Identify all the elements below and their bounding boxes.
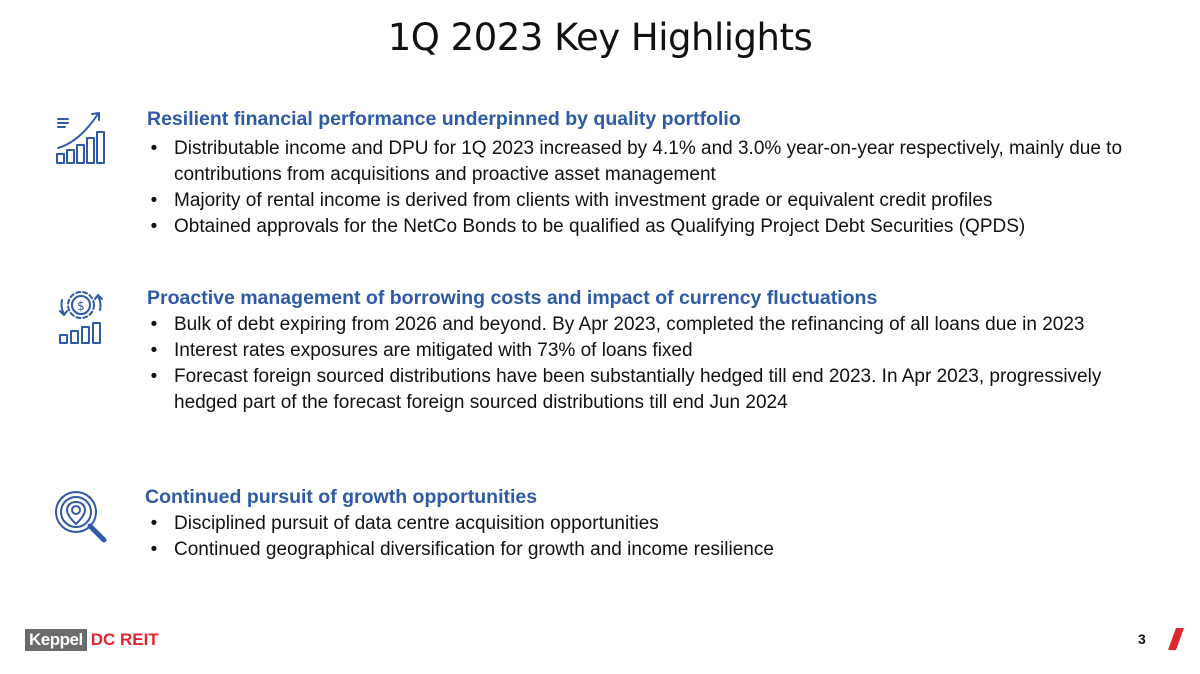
list-item: • Continued geographical diversification for growth and income resilience [150,539,774,560]
page-number: 3 [1138,631,1146,647]
list-item: • Forecast foreign sourced distributions have been substantially hedged till end 2023. In Apr 2023, progressively hedged part of the forecast foreign sourced distributions till end Jun 2024 [150,366,1102,413]
bullet-list [147,312,1147,416]
bullet-list [147,136,1147,240]
list-item: • Interest rates exposures are mitigated with 73% of loans fixed [150,340,693,361]
list-item: • Obtained approvals for the NetCo Bonds to be qualified as Qualifying Project Debt Securities (QPDS) [150,216,1026,237]
growth-chart-icon [52,108,110,166]
section-heading: Continued pursuit of growth opportunities [145,486,538,508]
brand-slash-icon [1156,628,1184,650]
list-item: • Disciplined pursuit of data centre acquisition opportunities [150,513,659,534]
svg-text:$: $ [77,299,85,313]
section-heading: Resilient financial performance underpinned by quality portfolio [147,108,741,130]
magnifier-target-icon [52,488,110,546]
money-gear-icon [52,288,110,346]
logo-dc-reit-text: DC REIT [90,630,159,649]
list-item: • Distributable income and DPU for 1Q 2023 increased by 4.1% and 3.0% year-on-year respectively, mainly due to contributions from acquisitions and proactive asset management [150,138,1123,185]
bullet-list [147,511,1147,563]
page-title: 1Q 2023 Key Highlights [387,16,813,59]
logo-keppel-text: Keppel [25,629,87,651]
section-heading: Proactive management of borrowing costs and impact of currency fluctuations [147,287,878,309]
company-logo [25,629,159,651]
list-item: • Bulk of debt expiring from 2026 and beyond. By Apr 2023, completed the refinancing of all loans due in 2023 [150,314,1085,335]
list-item: • Majority of rental income is derived from clients with investment grade or equivalent credit profiles [150,190,993,211]
